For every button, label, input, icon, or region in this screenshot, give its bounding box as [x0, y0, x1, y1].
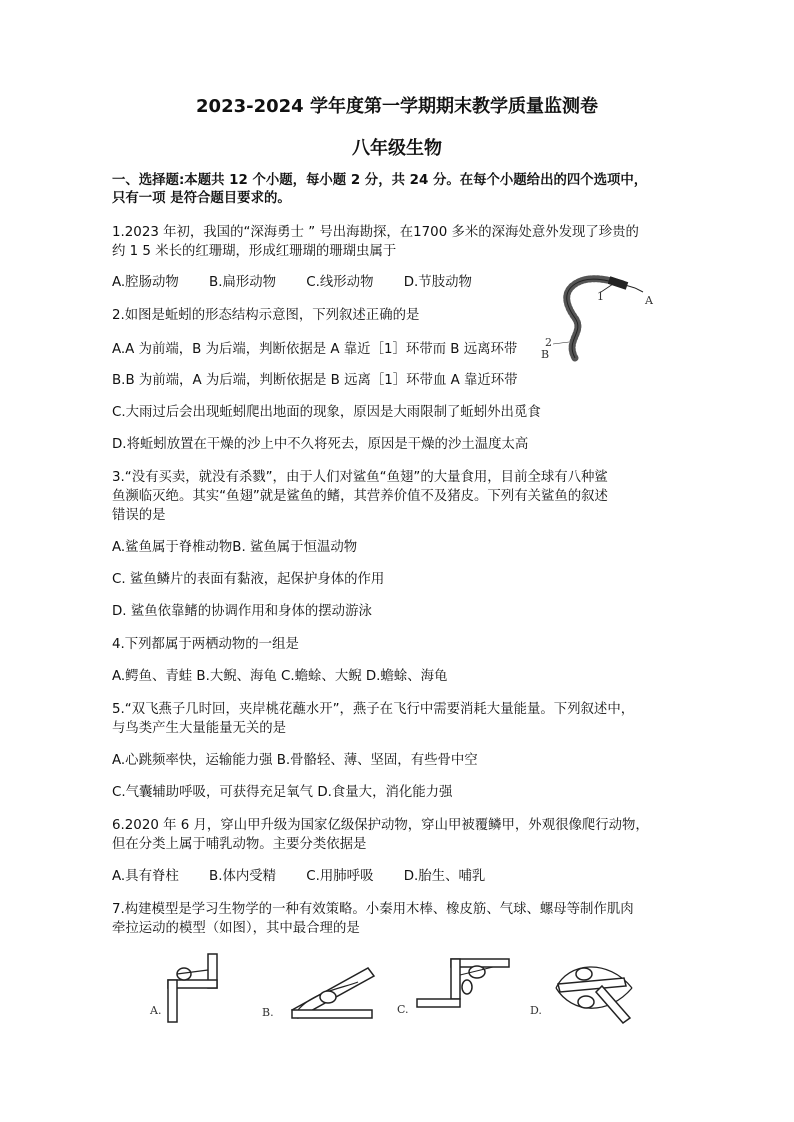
- muscle-model-d[interactable]: [528, 958, 653, 1026]
- q2-option-d[interactable]: D.将蚯蚓放置在干燥的沙上中不久将死去，原因是干燥的沙土温度太高: [112, 437, 529, 452]
- q3-stem-line2: 鱼濒临灭绝。其实“鱼翅”就是鲨鱼的鳍，其营养价值不及猪皮。下列有关鲨鱼的叙述: [112, 489, 608, 504]
- muscle-model-label-c: C.: [397, 1003, 409, 1016]
- q1-option-d[interactable]: D.节肢动物: [403, 275, 472, 290]
- q3-option-d[interactable]: D. 鲨鱼依靠鳍的协调作用和身体的摆动游泳: [112, 604, 372, 619]
- q5-option-cd[interactable]: C.气囊辅助呼吸，可获得充足氧气 D.食量大，消化能力强: [112, 785, 453, 800]
- q7-stem-line2: 牵拉运动的模型（如图），其中最合理的是: [112, 921, 360, 936]
- q2-option-c[interactable]: C.大雨过后会出现蚯蚓爬出地面的现象，原因是大雨限制了蚯蚓外出觅食: [112, 405, 541, 420]
- q6-options: [112, 868, 692, 886]
- muscle-model-label-d: D.: [530, 1004, 542, 1017]
- q3-option-ab[interactable]: A.鲨鱼属于脊椎动物B. 鲨鱼属于恒温动物: [112, 540, 358, 555]
- q5-stem-line2: 与鸟类产生大量能量无关的是: [112, 721, 287, 736]
- q6-option-a[interactable]: A.具有脊柱: [112, 869, 179, 884]
- muscle-model-label-b: B.: [262, 1006, 274, 1019]
- earthworm-label-2: 2: [545, 336, 552, 349]
- exam-subtitle: 八年级生物: [352, 138, 442, 159]
- q1-stem-line1: 1.2023 年初，我国的“深海勇士 ” 号出海勘探，在1700 多米的深海处意外发现了珍贵的: [112, 225, 639, 240]
- q1-option-b[interactable]: B.扁形动物: [209, 275, 277, 290]
- q6-stem-line1: 6.2020 年 6 月，穿山甲升级为国家亿级保护动物，穿山甲被覆鳞甲，外观很像爬行动物，: [112, 818, 649, 833]
- muscle-model-a[interactable]: [148, 950, 228, 1025]
- section1-instruction-line2: 只有一项 是符合题目要求的。: [112, 191, 291, 206]
- earthworm-label-a: A: [645, 294, 653, 307]
- q1-stem-line2: 约 1 5 米长的红珊瑚，形成红珊瑚的珊瑚虫属于: [112, 244, 397, 259]
- q6-stem-line2: 但在分类上属于哺乳动物。主要分类依据是: [112, 837, 367, 852]
- q5-option-ab[interactable]: A.心跳频率快，运输能力强 B.骨骼轻、薄、坚固，有些骨中空: [112, 753, 478, 768]
- earthworm-label-b: B: [541, 348, 550, 361]
- q6-option-c[interactable]: C.用肺呼吸: [306, 869, 374, 884]
- q6-option-d[interactable]: D.胎生、哺乳: [403, 869, 486, 884]
- q4-stem: 4.下列都属于两栖动物的一组是: [112, 637, 299, 652]
- earthworm-label-1: 1: [597, 290, 604, 303]
- muscle-model-c[interactable]: [393, 953, 513, 1025]
- q2-option-a[interactable]: A.A 为前端，B 为后端，判断依据是 A 靠近［1］环带而 B 远离环带: [112, 342, 518, 357]
- exam-title: 2023-2024 学年度第一学期期末教学质量监测卷: [196, 96, 598, 117]
- earthworm-figure: [535, 270, 675, 365]
- q3-stem-line1: 3.“没有买卖，就没有杀戮”，由于人们对鲨鱼“鱼翅”的大量食用，目前全球有八种鲨: [112, 470, 608, 485]
- q2-stem: 2.如图是蚯蚓的形态结构示意图，下列叙述正确的是: [112, 308, 420, 323]
- q6-option-b[interactable]: B.体内受精: [209, 869, 277, 884]
- q1-option-c[interactable]: C.线形动物: [306, 275, 374, 290]
- muscle-model-b[interactable]: [258, 960, 388, 1025]
- q2-option-b[interactable]: B.B 为前端，A 为后端，判断依据是 B 远离［1］环带血 A 靠近环带: [112, 373, 518, 388]
- q7-stem-line1: 7.构建模型是学习生物学的一种有效策略。小秦用木棒、橡皮筋、气球、螺母等制作肌肉: [112, 902, 634, 917]
- muscle-model-label-a: A.: [150, 1004, 162, 1017]
- q5-stem-line1: 5.“双飞燕子几时回，夹岸桃花蘸水开”，燕子在飞行中需要消耗大量能量。下列叙述中，: [112, 702, 635, 717]
- q4-options[interactable]: A.鳄鱼、青蛙 B.大鲵、海龟 C.蟾蜍、大鲵 D.蟾蜍、海龟: [112, 669, 448, 684]
- section1-instruction-line1: 一、选择题:本题共 12 个小题，每小题 2 分，共 24 分。在每个小题给出的四个选项中，: [112, 173, 648, 188]
- q3-stem-line3: 错误的是: [112, 508, 166, 523]
- q3-option-c[interactable]: C. 鲨鱼鳞片的表面有黏液，起保护身体的作用: [112, 572, 385, 587]
- q1-option-a[interactable]: A.腔肠动物: [112, 275, 179, 290]
